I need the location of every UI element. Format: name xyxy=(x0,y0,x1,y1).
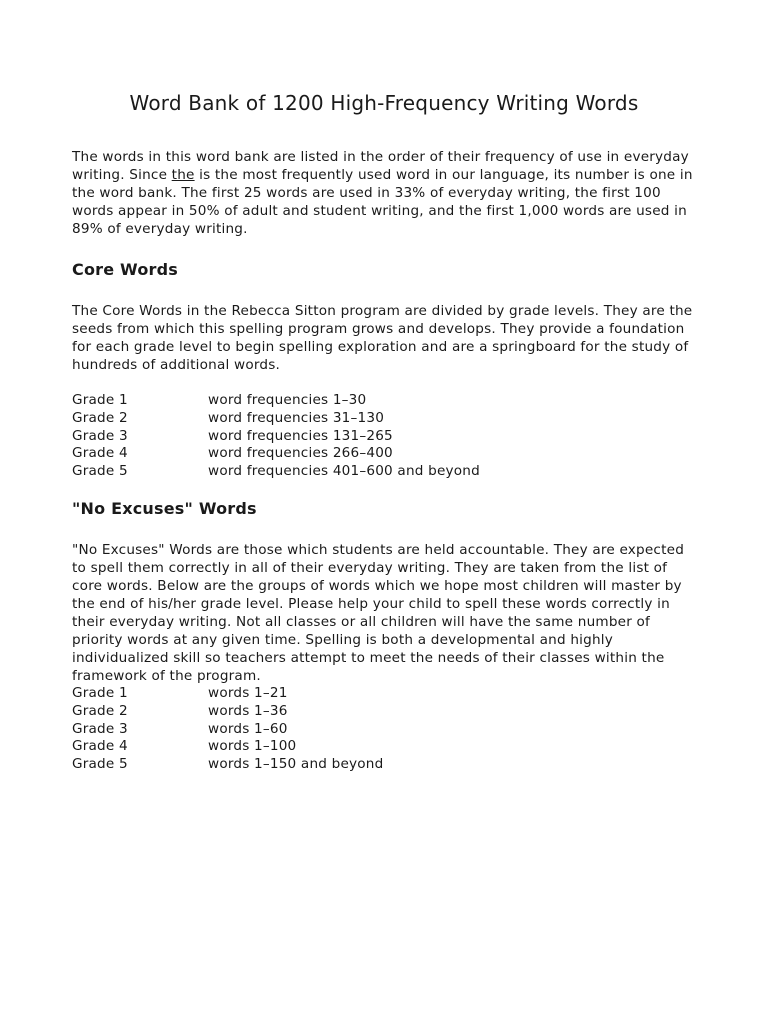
no-excuses-heading: "No Excuses" Words xyxy=(72,498,257,518)
core-grade-row xyxy=(72,463,696,481)
grade-word-range: words 1–21 xyxy=(208,684,288,701)
core-grade-row xyxy=(72,410,696,428)
grade-word-range: words 1–60 xyxy=(208,720,288,737)
core-words-heading: Core Words xyxy=(72,260,178,279)
intro-text-start: The words in this word bank are listed in the order of their frequency of use in everyday writing. Since xyxy=(72,149,689,183)
document-title: Word Bank of 1200 High-Frequency Writing Words xyxy=(129,91,639,115)
no-excuses-grade-list xyxy=(72,685,696,774)
intro-underlined-word: the xyxy=(171,167,195,183)
grade-range: word frequencies 266–400 xyxy=(208,445,393,462)
core-grade-row xyxy=(72,428,696,446)
no-excuses-paragraph: "No Excuses" Words are those which students are held accountable. They are expected to spell them correctly in all of their everyday writing. They are taken from the list of core words. Below are the groups of words which we hope most children will master by the end of his/her grade level. Please help your child to spell these words correctly in their everyday writing. Not all classes or all children will have the same number of priority words at any given time. Spelling is both a developmental and highly individualized skill so teachers attempt to meet the needs of their classes within the framework of the program. xyxy=(72,541,685,684)
grade-label: Grade 2 xyxy=(72,409,128,426)
grade-range: word frequencies 1–30 xyxy=(208,392,367,408)
grade-word-range: words 1–150 and beyond xyxy=(208,756,384,773)
grade-label: Grade 5 xyxy=(72,756,128,773)
no-excuses-grade-row xyxy=(72,738,696,756)
grade-label: Grade 4 xyxy=(72,738,128,755)
core-words-paragraph: The Core Words in the Rebecca Sitton program are divided by grade levels. They are the seeds from which this spelling program grows and develops. They provide a foundation for each grade level to begin spelling exploration and are a springboard for the study of hundreds of additional words. xyxy=(72,303,693,373)
core-grade-row xyxy=(72,445,696,463)
grade-range: word frequencies 131–265 xyxy=(208,427,393,444)
no-excuses-grade-row xyxy=(72,685,696,703)
core-grade-row xyxy=(72,392,696,410)
intro-text-end: is the most frequently used word in our language, its number is one in the word bank. The first 25 words are used in 33% of everyday writing, the first 100 words appear in 50% of adult and student writing, and the first 1,000 words are used in 89% of everyday writing. xyxy=(72,167,693,237)
no-excuses-grade-row xyxy=(72,703,696,721)
grade-label: Grade 1 xyxy=(72,392,128,408)
grade-word-range: words 1–100 xyxy=(208,738,297,755)
grade-label: Grade 1 xyxy=(72,684,128,701)
grade-range: word frequencies 401–600 and beyond xyxy=(208,463,480,480)
grade-label: Grade 2 xyxy=(72,702,128,719)
core-grade-list xyxy=(72,392,696,481)
grade-range: word frequencies 31–130 xyxy=(208,409,385,426)
no-excuses-grade-row xyxy=(72,721,696,739)
grade-label: Grade 4 xyxy=(72,445,128,462)
grade-label: Grade 5 xyxy=(72,463,128,480)
no-excuses-grade-row xyxy=(72,756,696,774)
grade-label: Grade 3 xyxy=(72,720,128,737)
grade-word-range: words 1–36 xyxy=(208,702,288,719)
grade-label: Grade 3 xyxy=(72,427,128,444)
intro-paragraph xyxy=(72,148,696,238)
document-page xyxy=(72,88,696,792)
